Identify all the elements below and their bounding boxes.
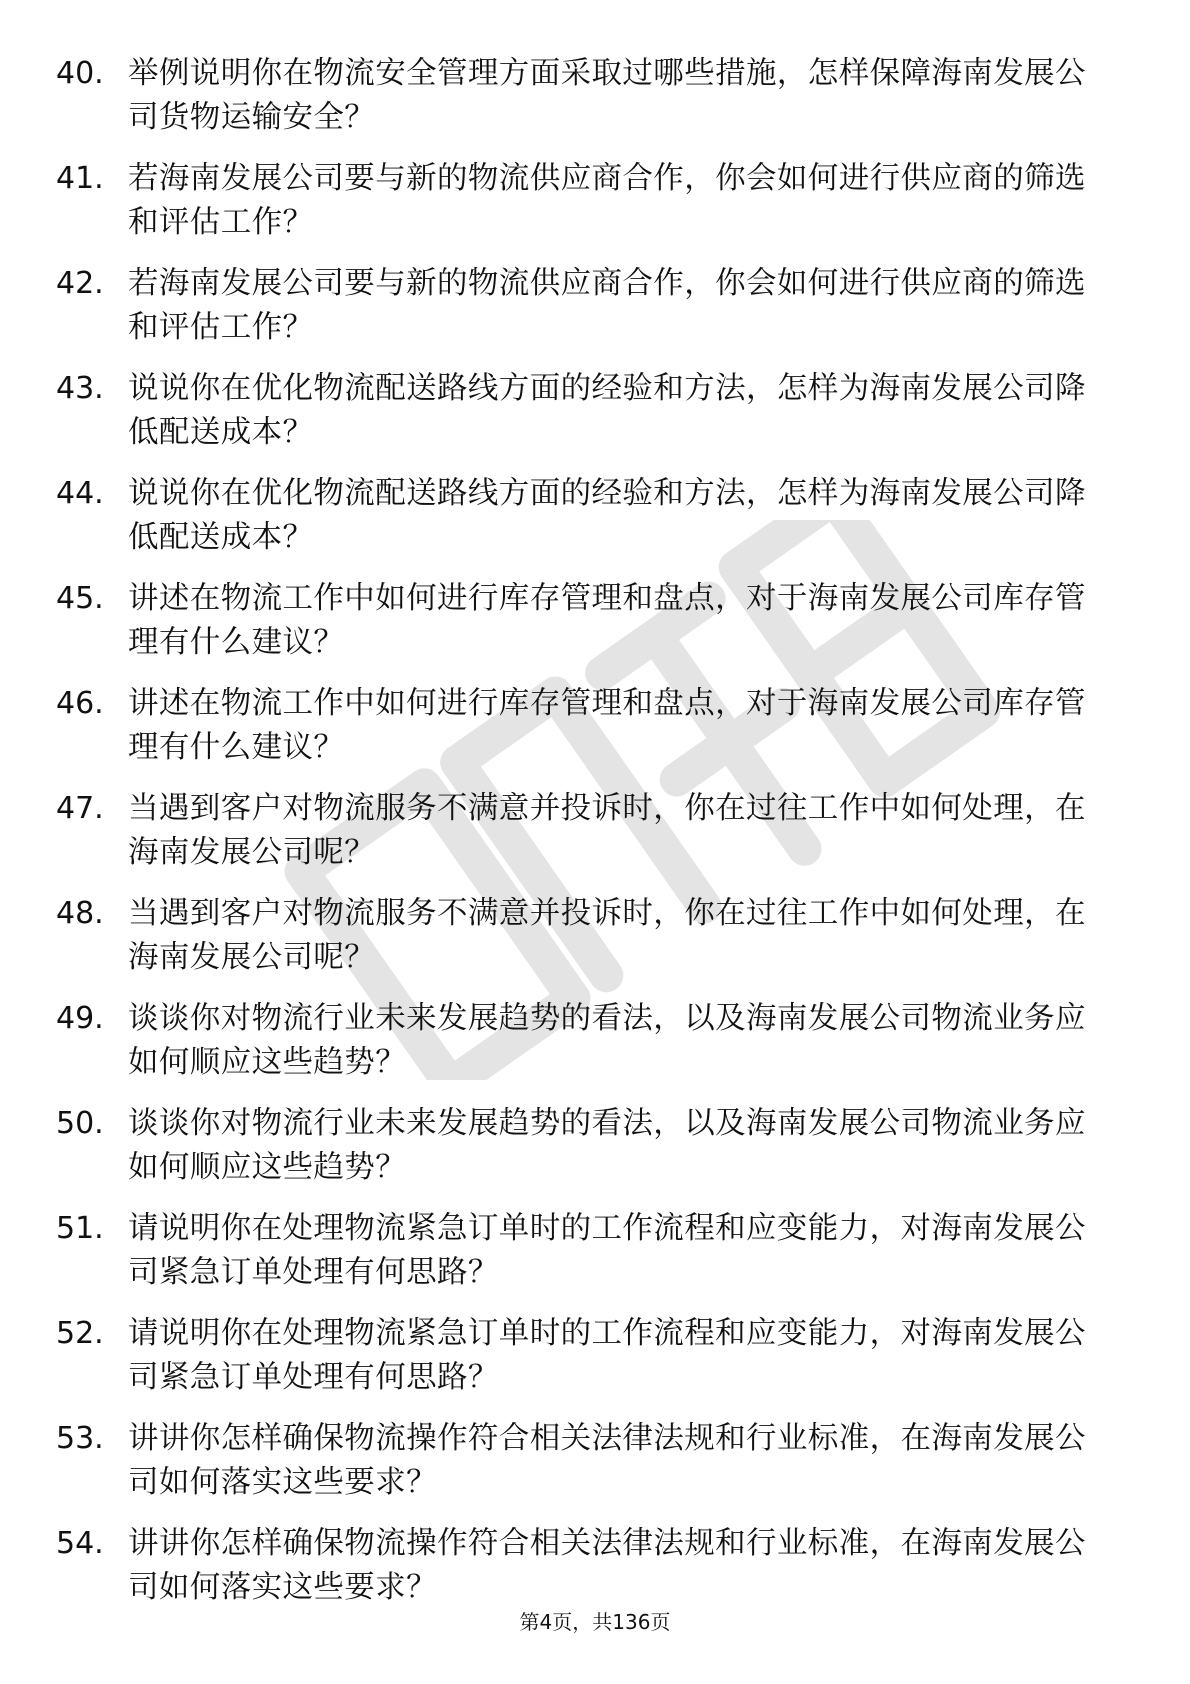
question-text: 谈谈你对物流行业未来发展趋势的看法，以及海南发展公司物流业务应如何顺应这些趋势？: [128, 1001, 1086, 1080]
list-item: [56, 157, 1116, 245]
question-text: 举例说明你在物流安全管理方面采取过哪些措施，怎样保障海南发展公司货物运输安全？: [128, 56, 1086, 135]
question-text: 说说你在优化物流配送路线方面的经验和方法，怎样为海南发展公司降低配送成本？: [128, 476, 1086, 555]
list-item: [56, 367, 1116, 455]
question-number: 47.: [56, 791, 104, 826]
question-number: 45.: [56, 581, 104, 616]
list-item: [56, 1312, 1116, 1400]
question-number: 51.: [56, 1211, 104, 1246]
question-number: 52.: [56, 1316, 104, 1351]
list-item: [56, 1102, 1116, 1190]
question-number: 44.: [56, 476, 104, 511]
question-number: 41.: [56, 161, 104, 196]
question-text: 若海南发展公司要与新的物流供应商合作，你会如何进行供应商的筛选和评估工作？: [128, 161, 1086, 240]
question-text: 当遇到客户对物流服务不满意并投诉时，你在过往工作中如何处理，在海南发展公司呢？: [128, 896, 1086, 975]
question-text: 请说明你在处理物流紧急订单时的工作流程和应变能力，对海南发展公司紧急订单处理有何思路？: [128, 1211, 1086, 1290]
question-text: 谈谈你对物流行业未来发展趋势的看法，以及海南发展公司物流业务应如何顺应这些趋势？: [128, 1106, 1086, 1185]
question-number: 43.: [56, 371, 104, 406]
list-item: [56, 682, 1116, 770]
question-number: 54.: [56, 1526, 104, 1561]
question-number: 48.: [56, 896, 104, 931]
list-item: [56, 892, 1116, 980]
list-item: [56, 577, 1116, 665]
question-text: 讲讲你怎样确保物流操作符合相关法律法规和行业标准，在海南发展公司如何落实这些要求？: [128, 1421, 1086, 1500]
question-number: 40.: [56, 56, 104, 91]
question-text: 讲述在物流工作中如何进行库存管理和盘点，对于海南发展公司库存管理有什么建议？: [128, 686, 1086, 765]
list-item: [56, 472, 1116, 560]
list-item: [56, 1207, 1116, 1295]
question-list: [56, 52, 1116, 1627]
list-item: [56, 997, 1116, 1085]
question-text: 当遇到客户对物流服务不满意并投诉时，你在过往工作中如何处理，在海南发展公司呢？: [128, 791, 1086, 870]
list-item: [56, 52, 1116, 140]
question-number: 49.: [56, 1001, 104, 1036]
question-number: 50.: [56, 1106, 104, 1141]
list-item: [56, 1522, 1116, 1610]
question-number: 46.: [56, 686, 104, 721]
list-item: [56, 262, 1116, 350]
question-text: 若海南发展公司要与新的物流供应商合作，你会如何进行供应商的筛选和评估工作？: [128, 266, 1086, 345]
question-number: 53.: [56, 1421, 104, 1456]
page-footer: 第4页，共136页: [519, 1610, 671, 1634]
list-item: [56, 1417, 1116, 1505]
question-text: 讲述在物流工作中如何进行库存管理和盘点，对于海南发展公司库存管理有什么建议？: [128, 581, 1086, 660]
question-number: 42.: [56, 266, 104, 301]
question-text: 请说明你在处理物流紧急订单时的工作流程和应变能力，对海南发展公司紧急订单处理有何思路？: [128, 1316, 1086, 1395]
list-item: [56, 787, 1116, 875]
question-text: 讲讲你怎样确保物流操作符合相关法律法规和行业标准，在海南发展公司如何落实这些要求？: [128, 1526, 1086, 1605]
question-text: 说说你在优化物流配送路线方面的经验和方法，怎样为海南发展公司降低配送成本？: [128, 371, 1086, 450]
